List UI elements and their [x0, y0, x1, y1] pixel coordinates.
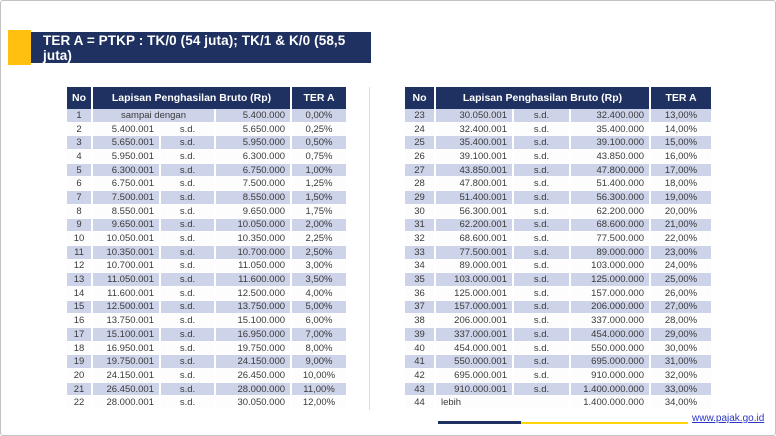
cell-rate: 3,00%	[292, 260, 346, 274]
cell-rate: 33,00%	[651, 383, 711, 397]
cell-sep: s.d.	[161, 260, 216, 274]
cell-rate: 1,75%	[292, 205, 346, 219]
cell-rate: 2,00%	[292, 219, 346, 233]
cell-to: 56.300.000	[571, 191, 651, 205]
cell-no: 24	[405, 123, 436, 137]
cell-no: 7	[67, 191, 93, 205]
cell-sep: s.d.	[514, 164, 571, 178]
table-header-row	[405, 87, 711, 109]
table-row	[405, 342, 711, 356]
cell-from: 26.450.001	[93, 383, 161, 397]
cell-rate: 14,00%	[651, 123, 711, 137]
cell-to: 157.000.000	[571, 287, 651, 301]
footer-rule-navy	[438, 421, 521, 424]
cell-to: 695.000.000	[571, 355, 651, 369]
cell-to: 10.700.000	[216, 246, 292, 260]
table-row	[405, 232, 711, 246]
cell-to: 5.400.000	[216, 109, 292, 123]
table-row	[405, 301, 711, 315]
cell-rate: 5,00%	[292, 301, 346, 315]
cell-no: 43	[405, 383, 436, 397]
cell-rate: 31,00%	[651, 355, 711, 369]
divider-line	[369, 87, 370, 410]
cell-sep: s.d.	[514, 342, 571, 356]
cell-sep: s.d.	[514, 246, 571, 260]
cell-no: 6	[67, 177, 93, 191]
column-header-bracket: Lapisan Penghasilan Bruto (Rp)	[436, 87, 651, 109]
cell-rate: 21,00%	[651, 219, 711, 233]
cell-from: 10.700.001	[93, 260, 161, 274]
cell-no: 38	[405, 314, 436, 328]
cell-rate: 11,00%	[292, 383, 346, 397]
cell-rate: 17,00%	[651, 164, 711, 178]
cell-sep: s.d.	[514, 369, 571, 383]
cell-to: 9.650.000	[216, 205, 292, 219]
cell-rate: 18,00%	[651, 177, 711, 191]
cell-sep: s.d.	[161, 205, 216, 219]
cell-from: 10.350.001	[93, 246, 161, 260]
cell-from: 12.500.001	[93, 301, 161, 315]
cell-rate: 29,00%	[651, 328, 711, 342]
cell-rate: 10,00%	[292, 369, 346, 383]
cell-to: 6.750.000	[216, 164, 292, 178]
cell-sep: s.d.	[161, 369, 216, 383]
cell-to: 11.600.000	[216, 273, 292, 287]
footer-link[interactable]: www.pajak.go.id	[692, 413, 765, 424]
cell-from: 5.650.001	[93, 136, 161, 150]
cell-to: 62.200.000	[571, 205, 651, 219]
cell-no: 20	[67, 369, 93, 383]
cell-rate: 22,00%	[651, 232, 711, 246]
cell-rate: 30,00%	[651, 342, 711, 356]
table-row	[405, 191, 711, 205]
cell-no: 14	[67, 287, 93, 301]
column-header-rate: TER A	[292, 87, 346, 109]
cell-rate: 1,00%	[292, 164, 346, 178]
cell-sep: s.d.	[161, 314, 216, 328]
cell-from: 39.100.001	[436, 150, 514, 164]
cell-from: 206.000.001	[436, 314, 514, 328]
cell-rate: 24,00%	[651, 260, 711, 274]
table-row	[67, 287, 346, 301]
cell-to: 30.050.000	[216, 396, 292, 410]
cell-no: 26	[405, 150, 436, 164]
cell-no: 33	[405, 246, 436, 260]
table-row	[405, 314, 711, 328]
cell-to: 47.800.000	[571, 164, 651, 178]
cell-no: 10	[67, 232, 93, 246]
cell-sep: s.d.	[161, 232, 216, 246]
cell-rate: 0,00%	[292, 109, 346, 123]
table-row	[67, 396, 346, 410]
table-row	[67, 232, 346, 246]
cell-to: 43.850.000	[571, 150, 651, 164]
cell-rate: 2,50%	[292, 246, 346, 260]
table-row	[67, 314, 346, 328]
cell-no: 16	[67, 314, 93, 328]
cell-from: 337.000.001	[436, 328, 514, 342]
table-row	[67, 136, 346, 150]
cell-sep: s.d.	[514, 232, 571, 246]
cell-rate: 6,00%	[292, 314, 346, 328]
cell-rate: 27,00%	[651, 301, 711, 315]
ter-a-table-right	[405, 87, 711, 410]
cell-from: 9.650.001	[93, 219, 161, 233]
cell-from: 11.050.001	[93, 273, 161, 287]
table-row	[405, 396, 711, 410]
table-row	[67, 301, 346, 315]
table-row	[405, 123, 711, 137]
cell-no: 44	[405, 396, 436, 410]
table-row	[405, 177, 711, 191]
cell-to: 5.950.000	[216, 136, 292, 150]
cell-rate: 9,00%	[292, 355, 346, 369]
cell-from: 43.850.001	[436, 164, 514, 178]
cell-rate: 7,00%	[292, 328, 346, 342]
cell-sep: s.d.	[514, 260, 571, 274]
cell-sep: s.d.	[161, 328, 216, 342]
cell-from: 695.000.001	[436, 369, 514, 383]
cell-to: 10.050.000	[216, 219, 292, 233]
cell-from: 28.000.001	[93, 396, 161, 410]
cell-from: 51.400.001	[436, 191, 514, 205]
cell-rate: 0,75%	[292, 150, 346, 164]
cell-no: 29	[405, 191, 436, 205]
cell-sep: s.d.	[161, 177, 216, 191]
cell-no: 27	[405, 164, 436, 178]
cell-rate: 25,00%	[651, 273, 711, 287]
cell-no: 19	[67, 355, 93, 369]
cell-range-label: sampai dengan	[93, 109, 216, 123]
cell-from: 62.200.001	[436, 219, 514, 233]
cell-no: 8	[67, 205, 93, 219]
cell-sep: s.d.	[161, 164, 216, 178]
cell-rate: 12,00%	[292, 396, 346, 410]
cell-no: 35	[405, 273, 436, 287]
cell-to: 8.550.000	[216, 191, 292, 205]
column-header-rate: TER A	[651, 87, 711, 109]
table-row	[67, 273, 346, 287]
cell-from: 77.500.001	[436, 246, 514, 260]
table-row	[405, 287, 711, 301]
cell-sep: s.d.	[161, 246, 216, 260]
cell-to: 11.050.000	[216, 260, 292, 274]
cell-from: 56.300.001	[436, 205, 514, 219]
cell-from: 6.300.001	[93, 164, 161, 178]
cell-no: 13	[67, 273, 93, 287]
cell-to: 125.000.000	[571, 273, 651, 287]
cell-from: 8.550.001	[93, 205, 161, 219]
cell-from: 47.800.001	[436, 177, 514, 191]
table-row	[405, 260, 711, 274]
cell-sep: s.d.	[514, 301, 571, 315]
cell-to: 7.500.000	[216, 177, 292, 191]
cell-rate: 28,00%	[651, 314, 711, 328]
table-row	[67, 191, 346, 205]
cell-to: 337.000.000	[571, 314, 651, 328]
cell-from: 30.050.001	[436, 109, 514, 123]
cell-sep: s.d.	[514, 123, 571, 137]
cell-sep: s.d.	[514, 328, 571, 342]
cell-sep: s.d.	[161, 396, 216, 410]
cell-from: 5.400.001	[93, 123, 161, 137]
cell-to: 77.500.000	[571, 232, 651, 246]
title-banner	[31, 32, 371, 63]
cell-sep: s.d.	[514, 191, 571, 205]
cell-rate: 0,50%	[292, 136, 346, 150]
cell-from: 10.050.001	[93, 232, 161, 246]
table-row	[405, 355, 711, 369]
cell-to: 1.400.000.000	[571, 383, 651, 397]
table-row	[67, 260, 346, 274]
table-row	[67, 205, 346, 219]
cell-sep: s.d.	[514, 219, 571, 233]
cell-no: 18	[67, 342, 93, 356]
cell-to: 13.750.000	[216, 301, 292, 315]
cell-sep: s.d.	[514, 177, 571, 191]
cell-no: 42	[405, 369, 436, 383]
cell-rate: 1,25%	[292, 177, 346, 191]
cell-sep: s.d.	[514, 109, 571, 123]
cell-sep: s.d.	[161, 287, 216, 301]
cell-from: 454.000.001	[436, 342, 514, 356]
cell-rate: 13,00%	[651, 109, 711, 123]
cell-no: 30	[405, 205, 436, 219]
cell-from: 24.150.001	[93, 369, 161, 383]
table-row	[405, 136, 711, 150]
cell-from: 68.600.001	[436, 232, 514, 246]
banner-accent-square	[8, 30, 31, 65]
cell-sep: s.d.	[514, 136, 571, 150]
cell-sep: s.d.	[161, 123, 216, 137]
cell-from: 103.000.001	[436, 273, 514, 287]
cell-no: 41	[405, 355, 436, 369]
cell-no: 5	[67, 164, 93, 178]
table-row	[405, 383, 711, 397]
cell-no: 9	[67, 219, 93, 233]
cell-rate: 23,00%	[651, 246, 711, 260]
cell-to: 16.950.000	[216, 328, 292, 342]
cell-to: 103.000.000	[571, 260, 651, 274]
cell-no: 37	[405, 301, 436, 315]
table-row	[67, 177, 346, 191]
table-row	[405, 164, 711, 178]
cell-from: 35.400.001	[436, 136, 514, 150]
cell-no: 40	[405, 342, 436, 356]
table-row	[67, 383, 346, 397]
cell-rate: 26,00%	[651, 287, 711, 301]
cell-no: 34	[405, 260, 436, 274]
cell-sep: s.d.	[514, 273, 571, 287]
cell-range-label: lebih	[436, 396, 571, 410]
cell-to: 910.000.000	[571, 369, 651, 383]
cell-no: 2	[67, 123, 93, 137]
table-row	[67, 150, 346, 164]
cell-sep: s.d.	[514, 355, 571, 369]
cell-to: 15.100.000	[216, 314, 292, 328]
table-row	[67, 342, 346, 356]
cell-rate: 0,25%	[292, 123, 346, 137]
cell-from: 157.000.001	[436, 301, 514, 315]
cell-sep: s.d.	[161, 136, 216, 150]
cell-rate: 19,00%	[651, 191, 711, 205]
cell-from: 7.500.001	[93, 191, 161, 205]
cell-to: 32.400.000	[571, 109, 651, 123]
cell-no: 36	[405, 287, 436, 301]
cell-no: 32	[405, 232, 436, 246]
footer-rule-yellow	[521, 422, 688, 425]
cell-to: 35.400.000	[571, 123, 651, 137]
cell-sep: s.d.	[161, 383, 216, 397]
cell-to: 89.000.000	[571, 246, 651, 260]
cell-sep: s.d.	[161, 342, 216, 356]
cell-rate: 20,00%	[651, 205, 711, 219]
table-row	[67, 328, 346, 342]
cell-to: 10.350.000	[216, 232, 292, 246]
table-row	[405, 109, 711, 123]
table-row	[67, 219, 346, 233]
cell-no: 22	[67, 396, 93, 410]
cell-to: 19.750.000	[216, 342, 292, 356]
column-header-no: No	[405, 87, 436, 109]
cell-from: 550.000.001	[436, 355, 514, 369]
cell-rate: 34,00%	[651, 396, 711, 410]
cell-from: 89.000.001	[436, 260, 514, 274]
cell-to: 6.300.000	[216, 150, 292, 164]
cell-from: 5.950.001	[93, 150, 161, 164]
cell-rate: 8,00%	[292, 342, 346, 356]
cell-from: 32.400.001	[436, 123, 514, 137]
cell-to: 28.000.000	[216, 383, 292, 397]
table-row	[67, 246, 346, 260]
cell-from: 125.000.001	[436, 287, 514, 301]
table-row	[67, 164, 346, 178]
cell-no: 17	[67, 328, 93, 342]
cell-from: 11.600.001	[93, 287, 161, 301]
cell-from: 16.950.001	[93, 342, 161, 356]
cell-to: 206.000.000	[571, 301, 651, 315]
cell-no: 11	[67, 246, 93, 260]
cell-sep: s.d.	[514, 383, 571, 397]
cell-sep: s.d.	[161, 273, 216, 287]
table-row	[405, 369, 711, 383]
table-row	[67, 369, 346, 383]
cell-sep: s.d.	[161, 191, 216, 205]
cell-no: 12	[67, 260, 93, 274]
table-row	[405, 150, 711, 164]
cell-to: 454.000.000	[571, 328, 651, 342]
cell-to: 68.600.000	[571, 219, 651, 233]
cell-to: 5.650.000	[216, 123, 292, 137]
cell-rate: 16,00%	[651, 150, 711, 164]
table-row	[67, 109, 346, 123]
cell-rate: 3,50%	[292, 273, 346, 287]
cell-from: 19.750.001	[93, 355, 161, 369]
page-title: TER A = PTKP : TK/0 (54 juta); TK/1 & K/0 (58,5 juta)	[43, 32, 346, 63]
cell-rate: 4,00%	[292, 287, 346, 301]
cell-sep: s.d.	[161, 150, 216, 164]
cell-to: 12.500.000	[216, 287, 292, 301]
cell-no: 21	[67, 383, 93, 397]
column-header-no: No	[67, 87, 93, 109]
table-row	[405, 205, 711, 219]
cell-no: 39	[405, 328, 436, 342]
cell-no: 31	[405, 219, 436, 233]
cell-sep: s.d.	[514, 287, 571, 301]
cell-to: 26.450.000	[216, 369, 292, 383]
cell-sep: s.d.	[161, 301, 216, 315]
cell-sep: s.d.	[514, 314, 571, 328]
cell-no: 25	[405, 136, 436, 150]
cell-no: 23	[405, 109, 436, 123]
cell-to: 51.400.000	[571, 177, 651, 191]
cell-sep: s.d.	[514, 205, 571, 219]
cell-from: 13.750.001	[93, 314, 161, 328]
cell-from: 910.000.001	[436, 383, 514, 397]
cell-from: 15.100.001	[93, 328, 161, 342]
table-row	[67, 123, 346, 137]
table-row	[405, 219, 711, 233]
cell-no: 3	[67, 136, 93, 150]
cell-sep: s.d.	[161, 219, 216, 233]
cell-no: 4	[67, 150, 93, 164]
cell-to: 24.150.000	[216, 355, 292, 369]
cell-no: 28	[405, 177, 436, 191]
cell-sep: s.d.	[161, 355, 216, 369]
cell-sep: s.d.	[514, 150, 571, 164]
cell-to: 1.400.000.000	[571, 396, 651, 410]
cell-to: 550.000.000	[571, 342, 651, 356]
cell-rate: 2,25%	[292, 232, 346, 246]
cell-to: 39.100.000	[571, 136, 651, 150]
cell-from: 6.750.001	[93, 177, 161, 191]
column-header-bracket: Lapisan Penghasilan Bruto (Rp)	[93, 87, 292, 109]
table-row	[405, 328, 711, 342]
table-header-row	[67, 87, 346, 109]
table-row	[67, 355, 346, 369]
ter-a-table-left	[67, 87, 346, 410]
cell-no: 1	[67, 109, 93, 123]
table-row	[405, 273, 711, 287]
cell-no: 15	[67, 301, 93, 315]
cell-rate: 1,50%	[292, 191, 346, 205]
cell-rate: 15,00%	[651, 136, 711, 150]
cell-rate: 32,00%	[651, 369, 711, 383]
table-row	[405, 246, 711, 260]
